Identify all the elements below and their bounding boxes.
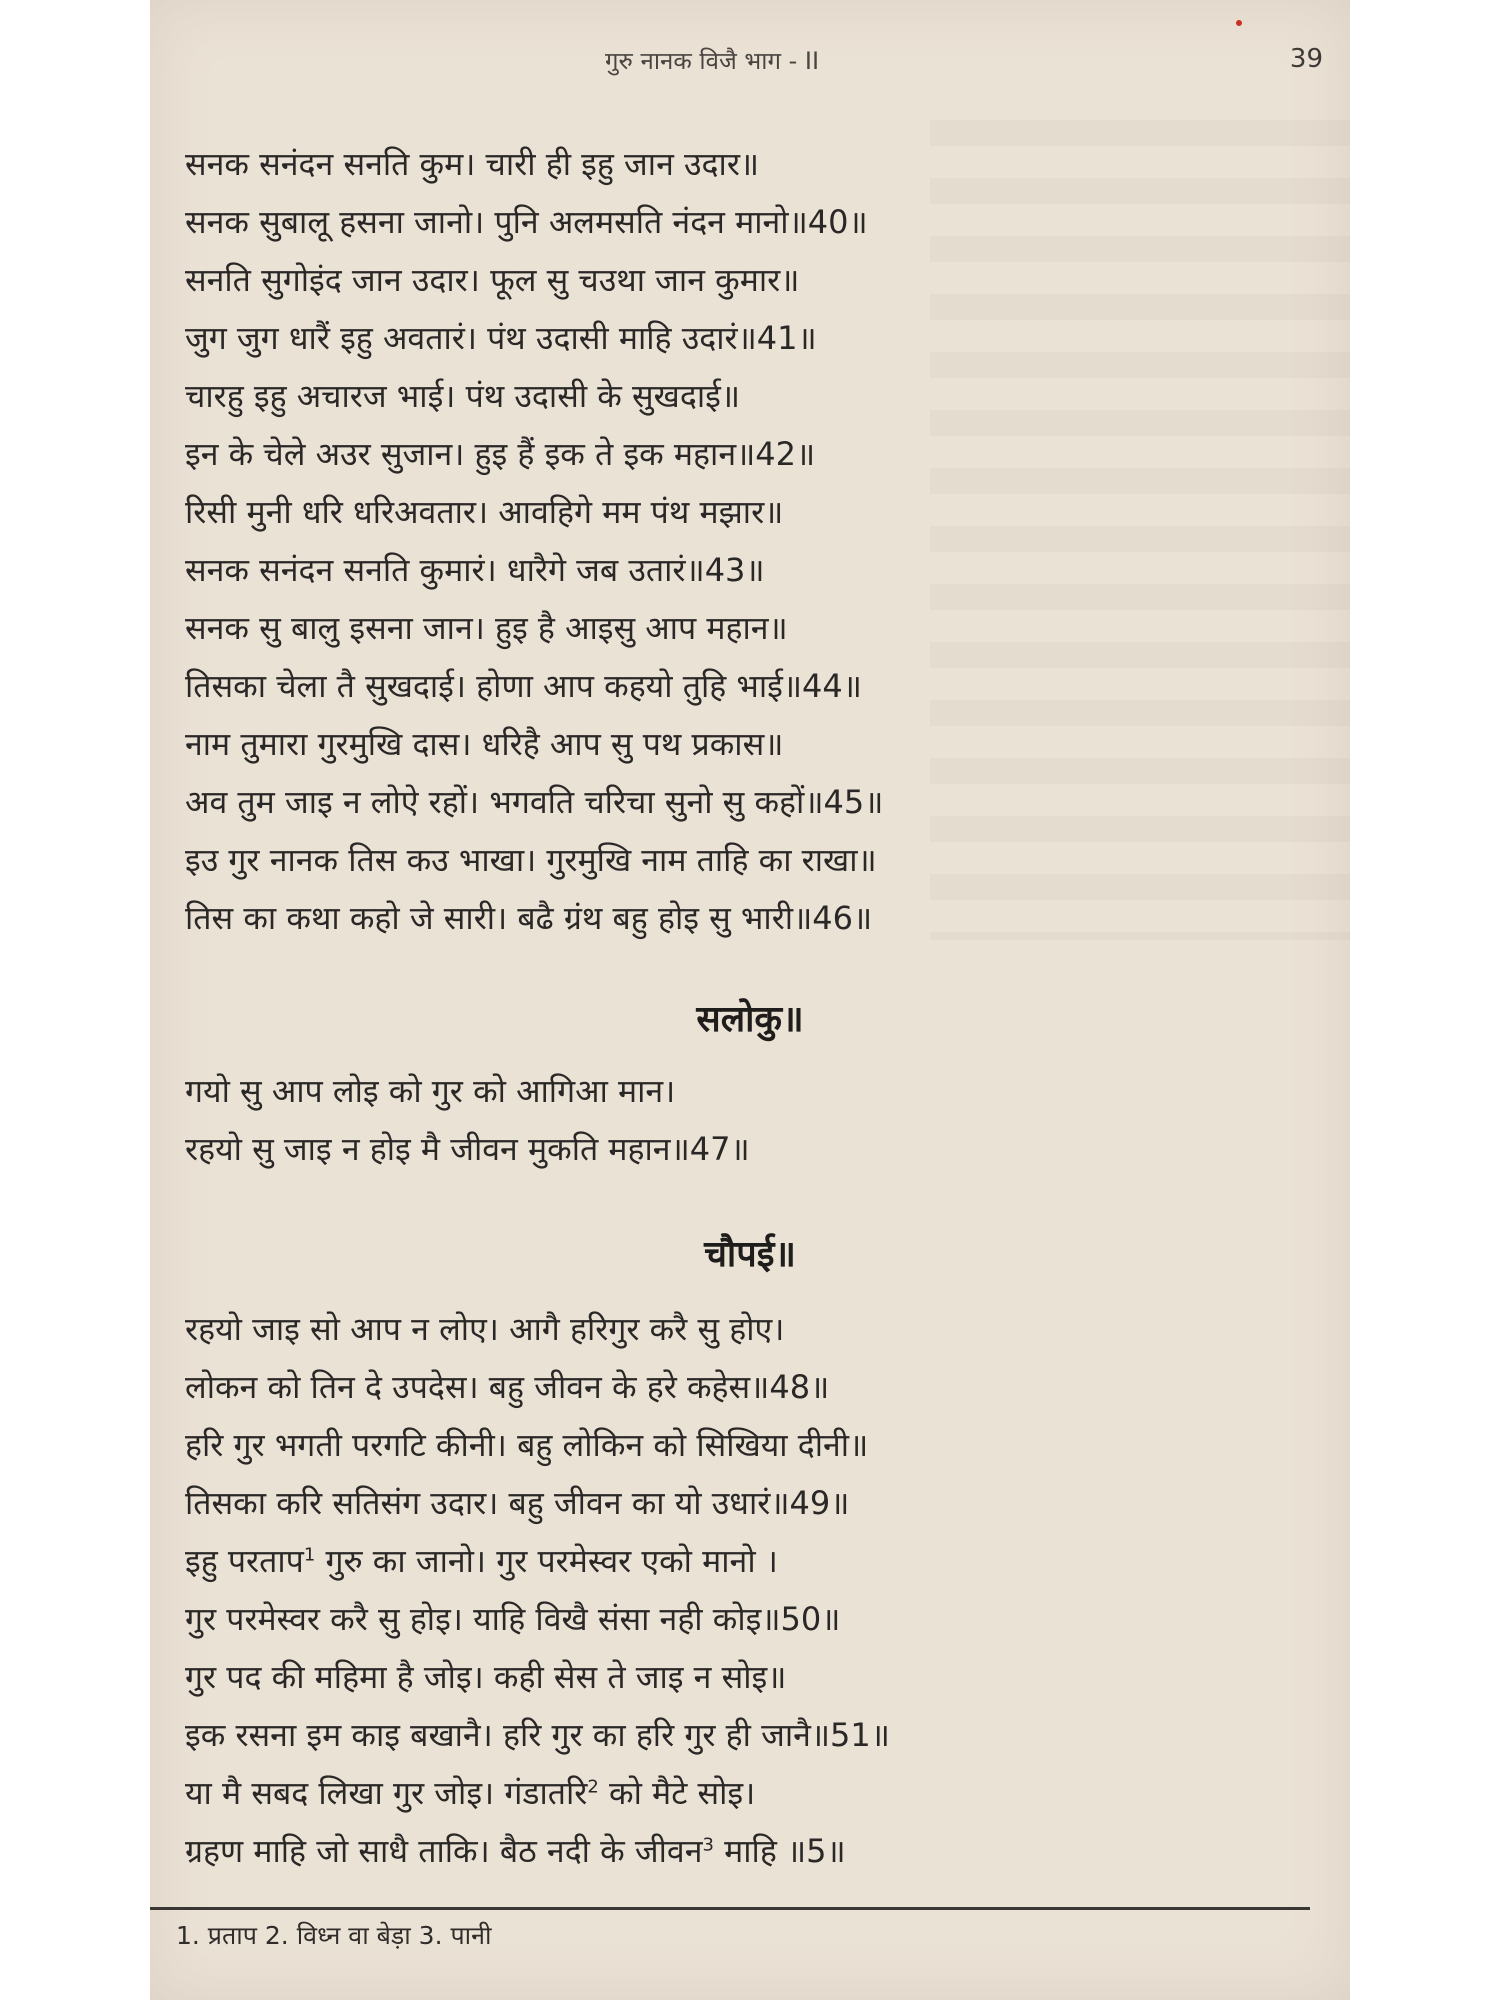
ink-spot bbox=[1236, 20, 1242, 26]
footnote-marker: 2 bbox=[587, 1776, 599, 1798]
verse-line: इक रसना इम काइ बखानै। हरि गुर का हरि गुर ही जानै॥51॥ bbox=[185, 1716, 890, 1754]
verse-line: लोकन को तिन दे उपदेस। बहु जीवन के हरे कहेस॥48॥ bbox=[185, 1368, 830, 1406]
verse-line: गुर पद की महिमा है जोइ। कही सेस ते जाइ न सोइ॥ bbox=[185, 1658, 787, 1696]
verse-line: हरि गुर भगती परगटि कीनी। बहु लोकिन को सिखिया दीनी॥ bbox=[185, 1426, 869, 1464]
verse-line: तिसका चेला तै सुखदाई। होणा आप कहयो तुहि भाई॥44॥ bbox=[185, 667, 862, 705]
verse-line: सनक सनंदन सनति कुम। चारी ही इहु जान उदार॥ bbox=[185, 145, 760, 183]
verse-text: माहि ॥5॥ bbox=[713, 1832, 846, 1870]
verse-line: गुर परमेस्वर करै सु होइ। याहि विखै संसा नही कोइ॥50॥ bbox=[185, 1600, 841, 1638]
verse-text: इहु परताप bbox=[185, 1542, 304, 1580]
verse-text: या मै सबद लिखा गुर जोइ। गंडातरि bbox=[185, 1774, 588, 1812]
verse-line: इन के चेले अउर सुजान। हुइ हैं इक ते इक महान॥42॥ bbox=[185, 435, 816, 473]
verse-line: रहयो जाइ सो आप न लोए। आगै हरिगुर करै सु होए। bbox=[185, 1310, 785, 1348]
verse-line: सनक सनंदन सनति कुमारं। धारैगे जब उतारं॥43॥ bbox=[185, 551, 765, 589]
footnote-marker: 1 bbox=[303, 1544, 316, 1566]
footnotes: 1. प्रताप 2. विध्न वा बेड़ा 3. पानी bbox=[176, 1921, 492, 1950]
running-title: गुरु नानक विजै भाग - II bbox=[605, 47, 820, 75]
verse-line: सनक सु बालु इसना जान। हुइ है आइसु आप महान॥ bbox=[185, 609, 788, 647]
verse-block-2 bbox=[185, 1062, 1285, 1178]
verse-line: तिस का कथा कहो जे सारी। बढै ग्रंथ बहु होइ सु भारी॥46॥ bbox=[185, 899, 873, 937]
page-number: 39 bbox=[1289, 44, 1323, 74]
verse-block-1 bbox=[185, 135, 1285, 947]
footnote-marker: 3 bbox=[702, 1834, 714, 1856]
verse-line: नाम तुमारा गुरमुखि दास। धरिहै आप सु पथ प्रकास॥ bbox=[185, 725, 784, 763]
verse-line: तिसका करि सतिसंग उदार। बहु जीवन का यो उधारं॥49॥ bbox=[185, 1484, 850, 1522]
verse-line: सनति सुगोइंद जान उदार। फूल सु चउथा जान कुमार॥ bbox=[185, 261, 800, 299]
verse-line: गयो सु आप लोइ को गुर को आगिआ मान। bbox=[185, 1072, 676, 1110]
verse-text: गुरु का जानो। गुर परमेस्वर एको मानो । bbox=[315, 1542, 778, 1580]
verse-line: रहयो सु जाइ न होइ मै जीवन मुकति महान॥47॥ bbox=[185, 1130, 750, 1168]
verse-line: सनक सुबालू हसना जानो। पुनि अलमसति नंदन मानो॥40॥ bbox=[185, 203, 868, 241]
verse-line: इउ गुर नानक तिस कउ भाखा। गुरमुखि नाम ताहि का राखा॥ bbox=[185, 841, 877, 879]
running-header bbox=[150, 44, 1350, 84]
verse-line: अव तुम जाइ न लोऐ रहों। भगवति चरिचा सुनो सु कहों॥45॥ bbox=[185, 783, 884, 821]
verse-line bbox=[185, 1764, 1285, 1822]
footnote-divider bbox=[150, 1907, 1310, 1910]
verse-line bbox=[185, 1532, 1285, 1590]
verse-line: चारहु इहु अचारज भाई। पंथ उदासी के सुखदाई॥ bbox=[185, 377, 741, 415]
verse-line: जुग जुग धारैं इहु अवतारं। पंथ उदासी माहि उदारं॥41॥ bbox=[185, 319, 817, 357]
book-page bbox=[150, 0, 1350, 2000]
section-heading-salok: सलोकु॥ bbox=[696, 999, 804, 1040]
verse-line bbox=[185, 1822, 1285, 1880]
verse-text: को मैटे सोइ। bbox=[598, 1774, 756, 1812]
verse-line: रिसी मुनी धरि धरिअवतार। आवहिगे मम पंथ मझार॥ bbox=[185, 493, 784, 531]
verse-text: ग्रहण माहि जो साधै ताकि। बैठ नदी के जीवन bbox=[185, 1832, 703, 1870]
verse-block-3 bbox=[185, 1300, 1285, 1880]
section-heading-chaupai: चौपई॥ bbox=[704, 1234, 796, 1275]
